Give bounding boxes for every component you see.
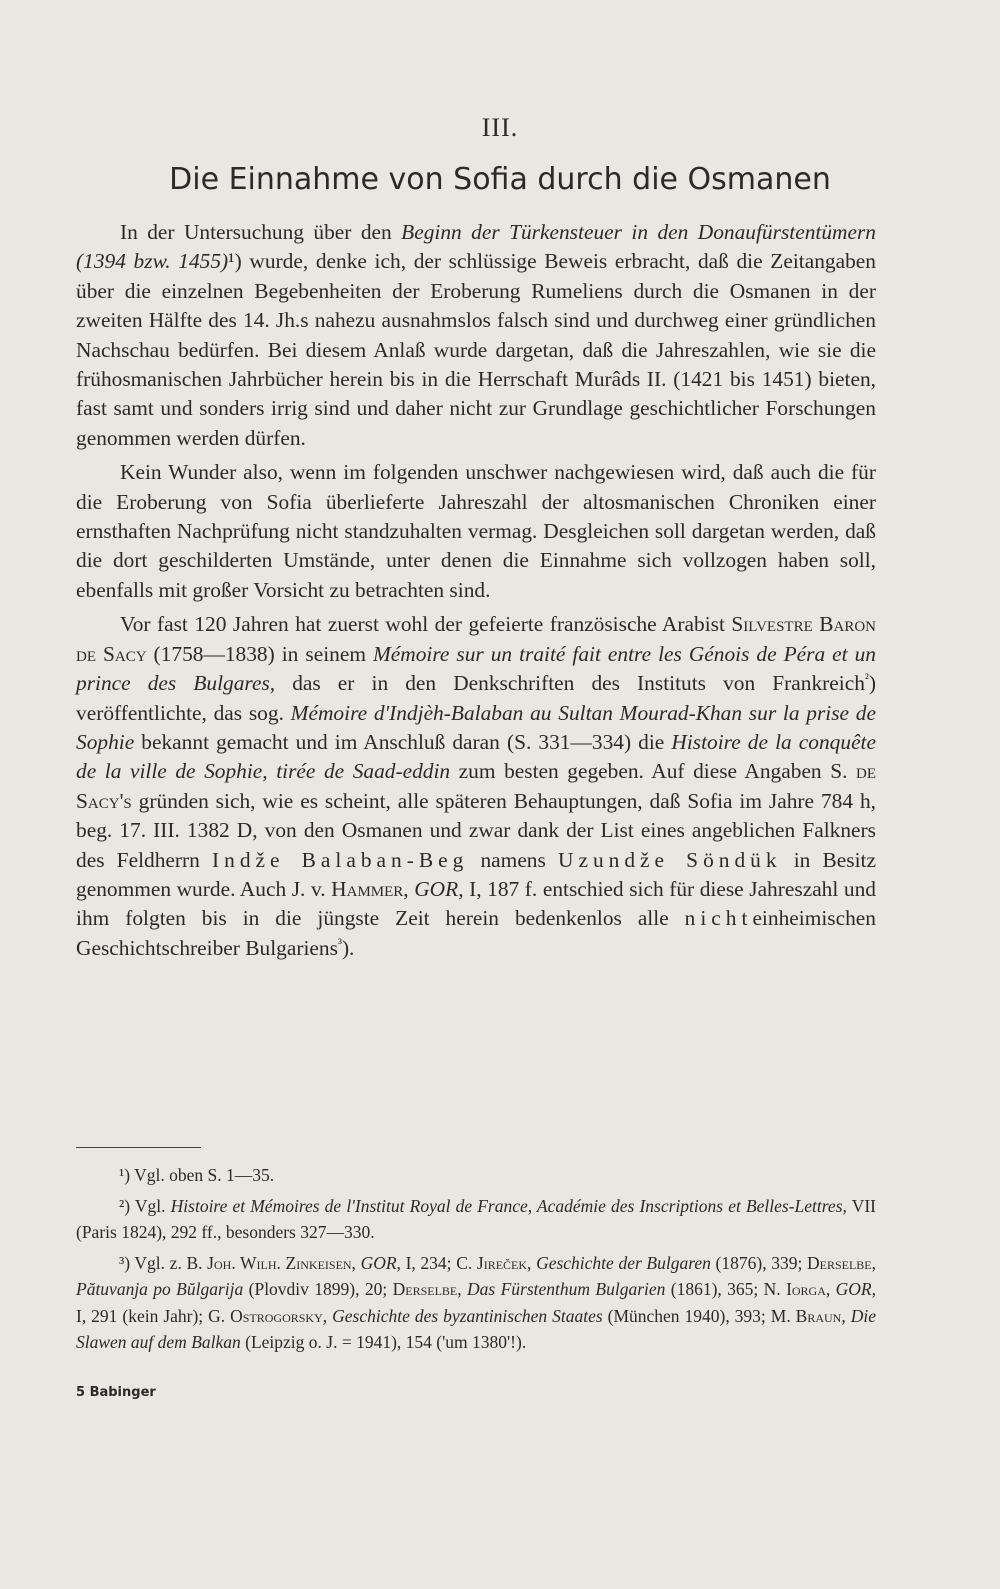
text-run: in Besitz genommen wurde. Auch J. v. — [76, 847, 876, 901]
cited-title: GOR, — [360, 1252, 401, 1273]
text-run: Vgl. z. B. — [130, 1252, 208, 1273]
footnote-mark: ²) — [119, 1195, 131, 1216]
cited-title: Mémoire sur un traité fait entre les Génois de Péra et un prince des Bulgares, — [76, 641, 876, 696]
text-run: I, 187 f. entschied sich für diese Jahreszahl und ihm folgten bis in die jüngste Zeit herein bedenkenlos alle — [76, 876, 876, 931]
footnote-mark: ³) — [119, 1252, 131, 1273]
author-name: Joh. Wilh. Zinkeisen, — [207, 1252, 356, 1273]
text-run: (1861), 365; N. — [665, 1279, 787, 1299]
text-run: I, 234; C. — [400, 1252, 477, 1273]
footnote-ref-2: ² — [864, 670, 869, 686]
footnotes — [76, 1162, 876, 1360]
text-run: einheimischen Geschichtschreiber Bulgariens — [76, 906, 876, 960]
spaced-word: nicht — [684, 906, 753, 931]
paragraph-2: Kein Wunder also, wenn im folgenden unschwer nachgewiesen wird, daß auch die für die Eroberung von Sofia überlieferte Jahreszahl der altosmanischen Chroniken einer ernsthaften Nachprüfung nicht standzuhalten vermag. Desgleichen soll dargetan werden, daß die dort geschilderten Umstände, unter denen die Einnahme sich vollzogen haben soll, ebenfalls mit großer Vorsicht zu betrachten sind. — [76, 460, 876, 602]
author-name: Derselbe, — [392, 1279, 462, 1299]
printer-signature: 5 Babinger — [76, 1385, 156, 1400]
cited-title: Pătuvanja po Bŭlgarija — [76, 1279, 244, 1299]
author-name: Hammer, — [331, 876, 409, 901]
text-run: (Plovdiv 1899), 20; — [243, 1279, 393, 1299]
cited-title: Geschichte der Bulgaren — [536, 1252, 711, 1273]
chapter-title: Die Einnahme von Sofia durch die Osmanen — [169, 162, 831, 197]
text-run: I, 291 (kein Jahr); G. — [76, 1305, 231, 1326]
cited-title: Mémoire d'Indjèh-Balaban au Sultan Mourad-Khan sur la prise de Sophie — [76, 700, 876, 754]
text-run: In der Untersuchung über den — [120, 220, 402, 244]
footnote-2 — [76, 1193, 876, 1246]
footnote-ref-1: ¹) — [228, 249, 242, 274]
author-name: Jireček, — [476, 1252, 532, 1273]
cited-title: Beginn der Türkensteuer in den Donaufürstentümern (1394 bzw. 1455) — [76, 220, 876, 274]
text-run: gründen sich, wie es scheint, alle späteren Behauptungen, daß Sofia im Jahre 784 h, beg. 17. III. 1382 D, von den Osmanen und zwar dank der List eines angeblichen Falkners des Feldherrn — [76, 788, 876, 872]
author-name: Silvestre Baron de Sacy — [76, 612, 876, 666]
cited-title: Das Fürstenthum Bulgarien — [467, 1279, 666, 1299]
footnote-mark: ¹) — [119, 1165, 131, 1185]
author-name: Braun, — [795, 1305, 846, 1326]
text-run: VII (Paris 1824), 292 ff., besonders 327—330. — [76, 1195, 876, 1242]
text-run: namens — [468, 847, 558, 872]
author-name: Iorga, — [786, 1279, 831, 1299]
text-run: ). — [341, 935, 355, 960]
text-run: (1876), 339; — [710, 1252, 807, 1273]
text-run: ) veröffentlichte, das sog. — [76, 671, 876, 725]
author-name: Derselbe, — [806, 1252, 876, 1273]
text-run: Vor fast 120 Jahren hat zuerst wohl der gefeierte französische Arabist — [120, 612, 732, 637]
text-run: das er in den Denkschriften des Instituts von Frankreich — [275, 671, 865, 696]
text-run: Vgl. — [130, 1195, 171, 1216]
footnote-divider — [76, 1147, 201, 1148]
spaced-name: Uzundže Söndük — [558, 847, 782, 872]
text-run: (1758—1838) in seinem — [146, 641, 373, 666]
author-name: de Sacy's — [76, 759, 876, 813]
paragraph-1 — [76, 218, 876, 453]
spaced-name: Indže Balaban-Beg — [212, 847, 469, 872]
paragraph-3 — [76, 610, 876, 963]
cited-title: GOR, — [835, 1279, 876, 1299]
text-run: (Leipzig o. J. = 1941), 154 ('um 1380'!). — [240, 1332, 527, 1352]
chapter-number: III. — [481, 113, 519, 142]
footnote-3 — [76, 1250, 876, 1356]
cited-title: Histoire et Mémoires de l'Institut Royal de France, Académie des Inscriptions et Belles-Lettres, — [170, 1195, 847, 1216]
cited-title: GOR, — [414, 876, 464, 901]
text-run: zum besten gegeben. Auf diese Angaben S. — [450, 759, 856, 784]
author-name: Ostrogorsky, — [230, 1305, 328, 1326]
text-run: (München 1940), 393; M. — [602, 1305, 796, 1326]
cited-title: Histoire de la conquête de la ville de Sophie, tirée de Saad-eddin — [76, 729, 876, 784]
cited-title: Geschichte des byzantinischen Staates — [332, 1305, 603, 1326]
cited-title: Die Slawen auf dem Balkan — [76, 1305, 876, 1352]
text-run: bekannt gemacht und im Anschluß daran (S. 331—334) die — [134, 729, 672, 754]
text-run: wurde, denke ich, der schlüssige Beweis erbracht, daß die Zeitangaben über die einzelnen Begebenheiten der Eroberung Rumeliens durch die Osmanen in der zweiten Hälfte des 14. Jh.s nahezu ausnahmslos falsch sind und durchweg einer gründlichen Nachschau bedürfen. Bei diesem Anlaß wurde dargetan, daß die Jahreszahlen, wie sie die frühosmanischen Jahrbücher herein bis in die Herrschaft Murâds II. (1421 bis 1451) bieten, fast samt und sonders irrig sind und daher nicht zur Grundlage geschichtlicher Forschungen genommen werden dürfen. — [76, 249, 876, 450]
footnote-ref-3: ³ — [337, 935, 342, 951]
text-run: Vgl. oben S. 1—35. — [130, 1165, 275, 1185]
body-text — [76, 218, 876, 968]
footnote-1 — [76, 1162, 876, 1189]
